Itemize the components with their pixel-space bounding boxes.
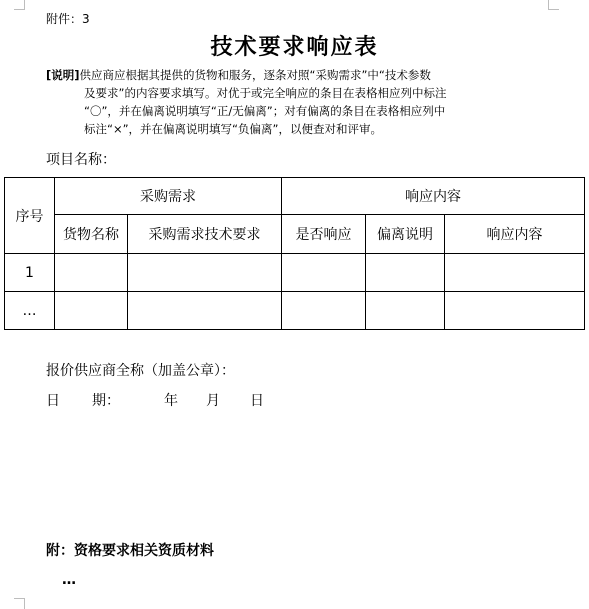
attachment-label: 附件：3 <box>46 12 90 26</box>
note-line: 及要求”的内容要求填写。对优于或完全响应的条目在表格相应列中标注 <box>84 86 447 100</box>
note-line: [说明]供应商应根据其提供的货物和服务，逐条对照“采购需求”中“技术参数 <box>46 68 431 82</box>
cell-goods-name[interactable] <box>55 292 128 330</box>
cell-goods-name[interactable] <box>55 254 128 292</box>
date-day: 日 <box>250 393 264 409</box>
cell-tech-requirements[interactable] <box>128 292 282 330</box>
header-deviation: 偏离说明 <box>366 215 445 254</box>
appendix-ellipsis: … <box>62 572 76 588</box>
cell-response-content[interactable] <box>445 292 585 330</box>
date-char-day: 日 <box>46 393 60 409</box>
instruction-note <box>46 66 550 138</box>
row-seq: … <box>5 292 55 330</box>
header-goods-name: 货物名称 <box>55 215 128 254</box>
cell-is-responsive[interactable] <box>282 292 366 330</box>
cell-deviation[interactable] <box>366 254 445 292</box>
document-title: 技术要求响应表 <box>210 34 379 60</box>
cell-deviation[interactable] <box>366 292 445 330</box>
row-seq: 1 <box>5 254 55 292</box>
appendix-title: 附：资格要求相关资质材料 <box>46 543 214 559</box>
note-label: [说明] <box>46 68 80 82</box>
page-corner-mark <box>14 598 25 609</box>
technical-response-table <box>4 177 585 330</box>
header-response-content: 响应内容 <box>445 215 585 254</box>
cell-response-content[interactable] <box>445 254 585 292</box>
note-line: “〇”，并在偏离说明填写“正/无偏离”；对有偏离的条目在表格相应列中 <box>84 104 446 118</box>
date-char-period: 期： <box>92 393 120 409</box>
table-header-row <box>5 178 585 215</box>
table-subheader-row <box>5 215 585 254</box>
project-name-label: 项目名称： <box>46 152 116 168</box>
header-group-procurement: 采购需求 <box>55 178 282 215</box>
page-corner-mark <box>14 0 25 10</box>
date-month: 月 <box>206 393 220 409</box>
header-is-responsive: 是否响应 <box>282 215 366 254</box>
header-tech-requirements: 采购需求技术要求 <box>128 215 282 254</box>
header-group-response: 响应内容 <box>282 178 585 215</box>
page-corner-mark <box>548 0 559 10</box>
cell-is-responsive[interactable] <box>282 254 366 292</box>
date-year: 年 <box>164 393 178 409</box>
table-row <box>5 292 585 330</box>
cell-tech-requirements[interactable] <box>128 254 282 292</box>
header-seq: 序号 <box>5 178 55 254</box>
supplier-name-label: 报价供应商全称（加盖公章）： <box>46 363 235 379</box>
note-line: 标注“×”，并在偏离说明填写“负偏离”，以便查对和评审。 <box>84 122 382 136</box>
table-row <box>5 254 585 292</box>
